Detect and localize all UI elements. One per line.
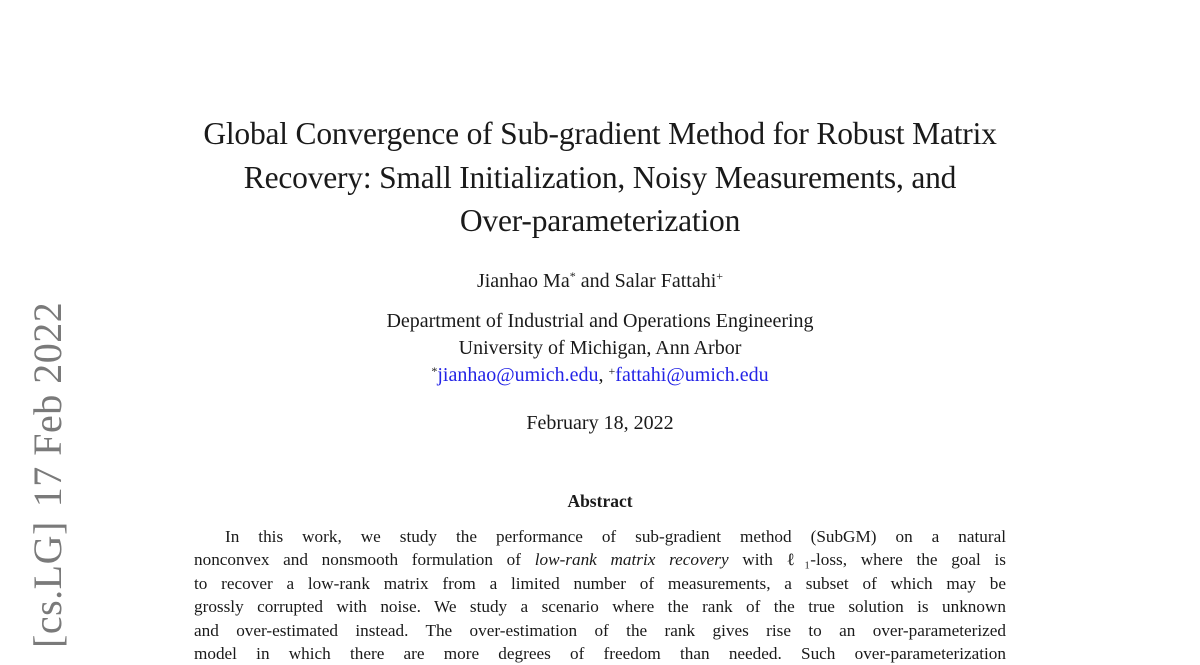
university: University of Michigan, Ann Arbor [458,337,742,359]
arxiv-category: [cs.LG] [25,521,70,648]
abstract-text: with ℓ₁-loss, where the goal is [728,550,1006,570]
email-link-jianhao[interactable]: jianhao@umich.edu [437,364,599,386]
author-list [200,268,1000,294]
title-line: Recovery: Small Initialization, Noisy Measurements, and [243,159,957,195]
abstract-body [194,525,1006,665]
paper-date: February 18, 2022 [526,412,674,434]
title-line: Global Convergence of Sub-gradient Method for Robust Matrix [203,116,997,151]
abstract-line [194,548,1006,571]
email-mark: + [608,364,616,378]
abstract-emphasis: low-rank matrix recovery [534,550,729,570]
author-name: Salar Fattahi [614,270,717,292]
email-mark: * [431,364,438,378]
author-mark: * [569,269,576,283]
author-connector: and [575,270,615,292]
author-name: Jianhao Ma [476,270,570,292]
email-row [200,362,1000,389]
arxiv-stamp [26,302,70,648]
abstract-text: nonconvex and nonsmooth formulation of [194,550,535,570]
abstract-line: In this work, we study the performance of sub-gradient method (SubGM) on a natural [225,527,1006,546]
title-line: Over-parameterization [459,203,741,238]
email-link-fattahi[interactable]: fattahi@umich.edu [615,364,769,386]
abstract-heading: Abstract [567,491,633,511]
abstract-line: grossly corrupted with noise. We study a scenario where the rank of the true solution is unknown [194,597,1006,617]
author-mark: + [716,269,724,283]
abstract-line: and over-estimated instead. The over-estimation of the rank gives rise to an over-parameterized [194,620,1006,640]
department: Department of Industrial and Operations Engineering [386,310,814,332]
arxiv-date: 17 Feb 2022 [25,301,70,508]
abstract-line: model in which there are more degrees of freedom than needed. Such over-parameterization [194,643,1006,663]
affiliation [200,308,1000,389]
email-separator: , [598,364,609,386]
abstract-line: to recover a low-rank matrix from a limited number of measurements, a subset of which may be [194,573,1006,593]
paper-title [120,112,1080,243]
